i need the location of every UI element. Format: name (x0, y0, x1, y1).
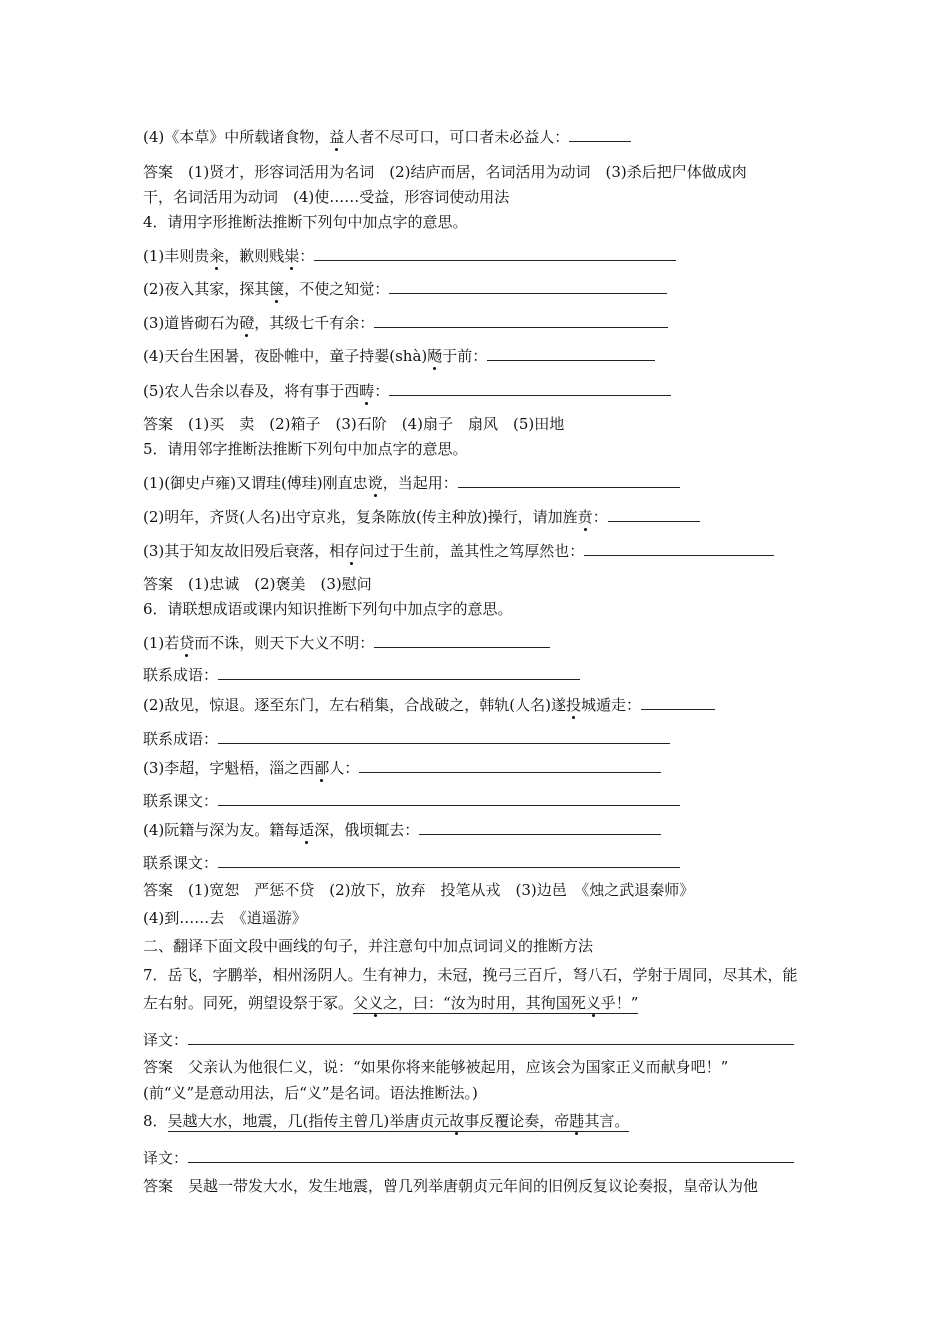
q4-item-2 (143, 278, 667, 298)
answer-blank[interactable] (608, 506, 700, 522)
text-segment: ： (299, 247, 315, 265)
answer-blank[interactable] (458, 472, 680, 488)
q5-item-2 (143, 506, 700, 526)
text-segment: 人者不尽可口，可口者未必益人： (344, 128, 570, 146)
text-segment: 乎！” (600, 994, 639, 1012)
q4-answer: 答案 (1)买 卖 (2)箱子 (3)石阶 (4)扇子 扇风 (5)田地 (143, 415, 565, 433)
text-segment: (2)敌见，惊退。逐至东门，左右稍集，合战破之，韩轨(人名)遂 (143, 696, 566, 714)
q6-link-3 (143, 790, 680, 810)
text-segment: 人： (329, 759, 360, 777)
answer-blank[interactable] (218, 664, 580, 680)
dotted-char: 益 (329, 128, 345, 146)
q7-answer-1: 答案 父亲认为他很仁义，说：“如果你将来能够被起用，应该会为国家正义而献身吧！” (143, 1058, 729, 1076)
text-segment: 左右射。同死，朔望设祭于冢。 (143, 994, 354, 1012)
q5-title: 5．请用邻字推断法推断下列句中加点字的意思。 (143, 440, 468, 458)
answer-blank[interactable] (359, 757, 661, 773)
text-segment: 城遁走： (580, 696, 641, 714)
dotted-char: 籴 (209, 247, 225, 265)
text-segment: 译文： (143, 1031, 189, 1049)
text-segment: (4)《本草》中所载诸食物， (143, 128, 330, 146)
text-segment: 而不诛，则天下大义不明： (194, 634, 375, 652)
q3-item-4 (143, 126, 631, 146)
q5-item-1 (143, 472, 680, 492)
answer-blank[interactable] (218, 790, 680, 806)
underlined-sentence (168, 1112, 630, 1132)
text-segment: 问过于生前，盖其性之笃厚然也： (359, 542, 585, 560)
q7-line-1: 7．岳飞，字鹏举，相州汤阴人。生有神力，未冠，挽弓三百斤，弩八石，学射于周同，尽其术，能 (143, 966, 798, 984)
dotted-char: 故 (449, 1112, 465, 1130)
text-segment: (3)李超，字魁梧，淄之西 (143, 759, 315, 777)
text-segment: 父 (353, 994, 369, 1012)
text-segment: ： (374, 382, 390, 400)
dotted-char: 畴 (359, 382, 375, 400)
text-segment: 于前： (442, 347, 488, 365)
q6-item-4 (143, 819, 661, 839)
text-segment: (3)道皆砌石为 (143, 314, 240, 332)
text-segment: ，其级七千有余： (254, 314, 375, 332)
answer-blank[interactable] (419, 819, 661, 835)
answer-blank[interactable] (641, 694, 715, 710)
text-segment: 联系课文： (143, 792, 219, 810)
dotted-char: 投 (565, 696, 581, 714)
q8-translation (143, 1147, 794, 1167)
q4-item-4 (143, 345, 655, 365)
part2-title: 二、翻译下面文段中画线的句子，并注意句中加点词词义的推断方法 (143, 937, 594, 955)
q5-answer: 答案 (1)忠诚 (2)褒美 (3)慰问 (143, 575, 372, 593)
dotted-char: 鄙 (314, 759, 330, 777)
answer-blank[interactable] (389, 380, 671, 396)
q6-answer-2: (4)到……去 《逍遥游》 (143, 909, 307, 927)
dotted-char: 贲 (577, 508, 593, 526)
dotted-char: 飏 (427, 347, 443, 365)
q4-item-5 (143, 380, 671, 400)
answer-blank[interactable] (374, 632, 550, 648)
text-segment: 联系成语： (143, 730, 219, 748)
q6-item-3 (143, 757, 661, 777)
answer-blank[interactable] (218, 728, 670, 744)
text-segment: 联系课文： (143, 854, 219, 872)
text-segment: 吴越大水，地震，几(指传主曾几)举唐贞元 (167, 1112, 450, 1130)
text-segment: 事反覆论奏，帝 (464, 1112, 570, 1130)
text-segment: (2)明年，齐贤(人名)出守京兆，复条陈放(传主种放)操行，请加旌 (143, 508, 578, 526)
text-segment: 深，俄顷辄去： (314, 821, 420, 839)
q7-translation (143, 1029, 794, 1049)
answer-blank[interactable] (314, 245, 676, 261)
text-segment: (3)其于知友故旧殁后衰落，相 (143, 542, 345, 560)
answer-blank[interactable] (389, 278, 667, 294)
q8-answer-1: 答案 吴越一带发大水，发生地震，曾几列举唐朝贞元年间的旧例反复议论奏报，皇帝认为他 (143, 1177, 759, 1195)
q6-answer-1: 答案 (1)宽恕 严惩不贷 (2)放下，放弃 投笔从戎 (3)边邑 《烛之武退秦师》 (143, 881, 695, 899)
text-segment: (4)阮籍与深为友。籍每 (143, 821, 300, 839)
q5-item-3 (143, 540, 774, 560)
answer-blank[interactable] (569, 126, 631, 142)
q6-link-4 (143, 852, 680, 872)
dotted-char: 磴 (239, 314, 255, 332)
answer-blank[interactable] (374, 312, 668, 328)
text-segment: 联系成语： (143, 666, 219, 684)
dotted-char: 贷 (179, 634, 195, 652)
text-segment: 译文： (143, 1149, 189, 1167)
q3-answer-line-1: 答案 (1)贤才，形容词活用为名词 (2)结庐而居，名词活用为动词 (3)杀后把尸体做成肉 (143, 163, 747, 181)
dotted-char: 义 (368, 994, 384, 1012)
dotted-char: 谠 (367, 474, 383, 492)
q3-answer-line-2: 干，名词活用为动词 (4)使……受益，形容词使动用法 (143, 188, 510, 206)
q4-title: 4．请用字形推断法推断下列句中加点字的意思。 (143, 213, 468, 231)
q7-answer-2: (前“义”是意动用法，后“义”是名词。语法推断法。) (143, 1084, 478, 1102)
q7-line-2 (143, 993, 638, 1013)
dotted-char: 适 (299, 821, 315, 839)
q6-link-1 (143, 664, 580, 684)
q4-item-3 (143, 312, 668, 332)
answer-blank[interactable] (584, 540, 774, 556)
q6-item-1 (143, 632, 550, 652)
answer-blank[interactable] (188, 1029, 794, 1045)
q6-item-2 (143, 694, 715, 714)
text-segment: (4)天台生困暑，夜卧帷中，童子持翣(shà) (143, 347, 428, 365)
q8-line-1 (143, 1111, 629, 1131)
dotted-char: 粜 (284, 247, 300, 265)
text-segment: 其言。 (584, 1112, 630, 1130)
answer-blank[interactable] (218, 852, 680, 868)
q6-link-2 (143, 728, 670, 748)
text-segment: (1)若 (143, 634, 180, 652)
text-segment: 8． (143, 1112, 168, 1130)
text-segment: (1)(御史卢雍)又谓珪(傅珪)刚直忠 (143, 474, 368, 492)
text-segment: (1)丰则贵 (143, 247, 210, 265)
dotted-char: 韪 (569, 1112, 585, 1130)
text-segment: (5)农人告余以春及，将有事于西 (143, 382, 360, 400)
answer-blank[interactable] (487, 345, 655, 361)
q6-title: 6．请联想成语或课内知识推断下列句中加点字的意思。 (143, 600, 513, 618)
dotted-char: 箧 (269, 280, 285, 298)
dotted-char: 存 (344, 542, 360, 560)
underlined-sentence (353, 994, 638, 1014)
answer-blank[interactable] (188, 1147, 794, 1163)
text-segment: (2)夜入其家，探其 (143, 280, 270, 298)
q4-item-1 (143, 245, 676, 265)
text-segment: 之，曰：“汝为时用，其徇国死 (383, 994, 586, 1012)
text-segment: ，不使之知觉： (284, 280, 390, 298)
dotted-char: 义 (585, 994, 601, 1012)
text-segment: ，歉则贱 (224, 247, 285, 265)
text-segment: ，当起用： (382, 474, 458, 492)
text-segment: ： (592, 508, 608, 526)
